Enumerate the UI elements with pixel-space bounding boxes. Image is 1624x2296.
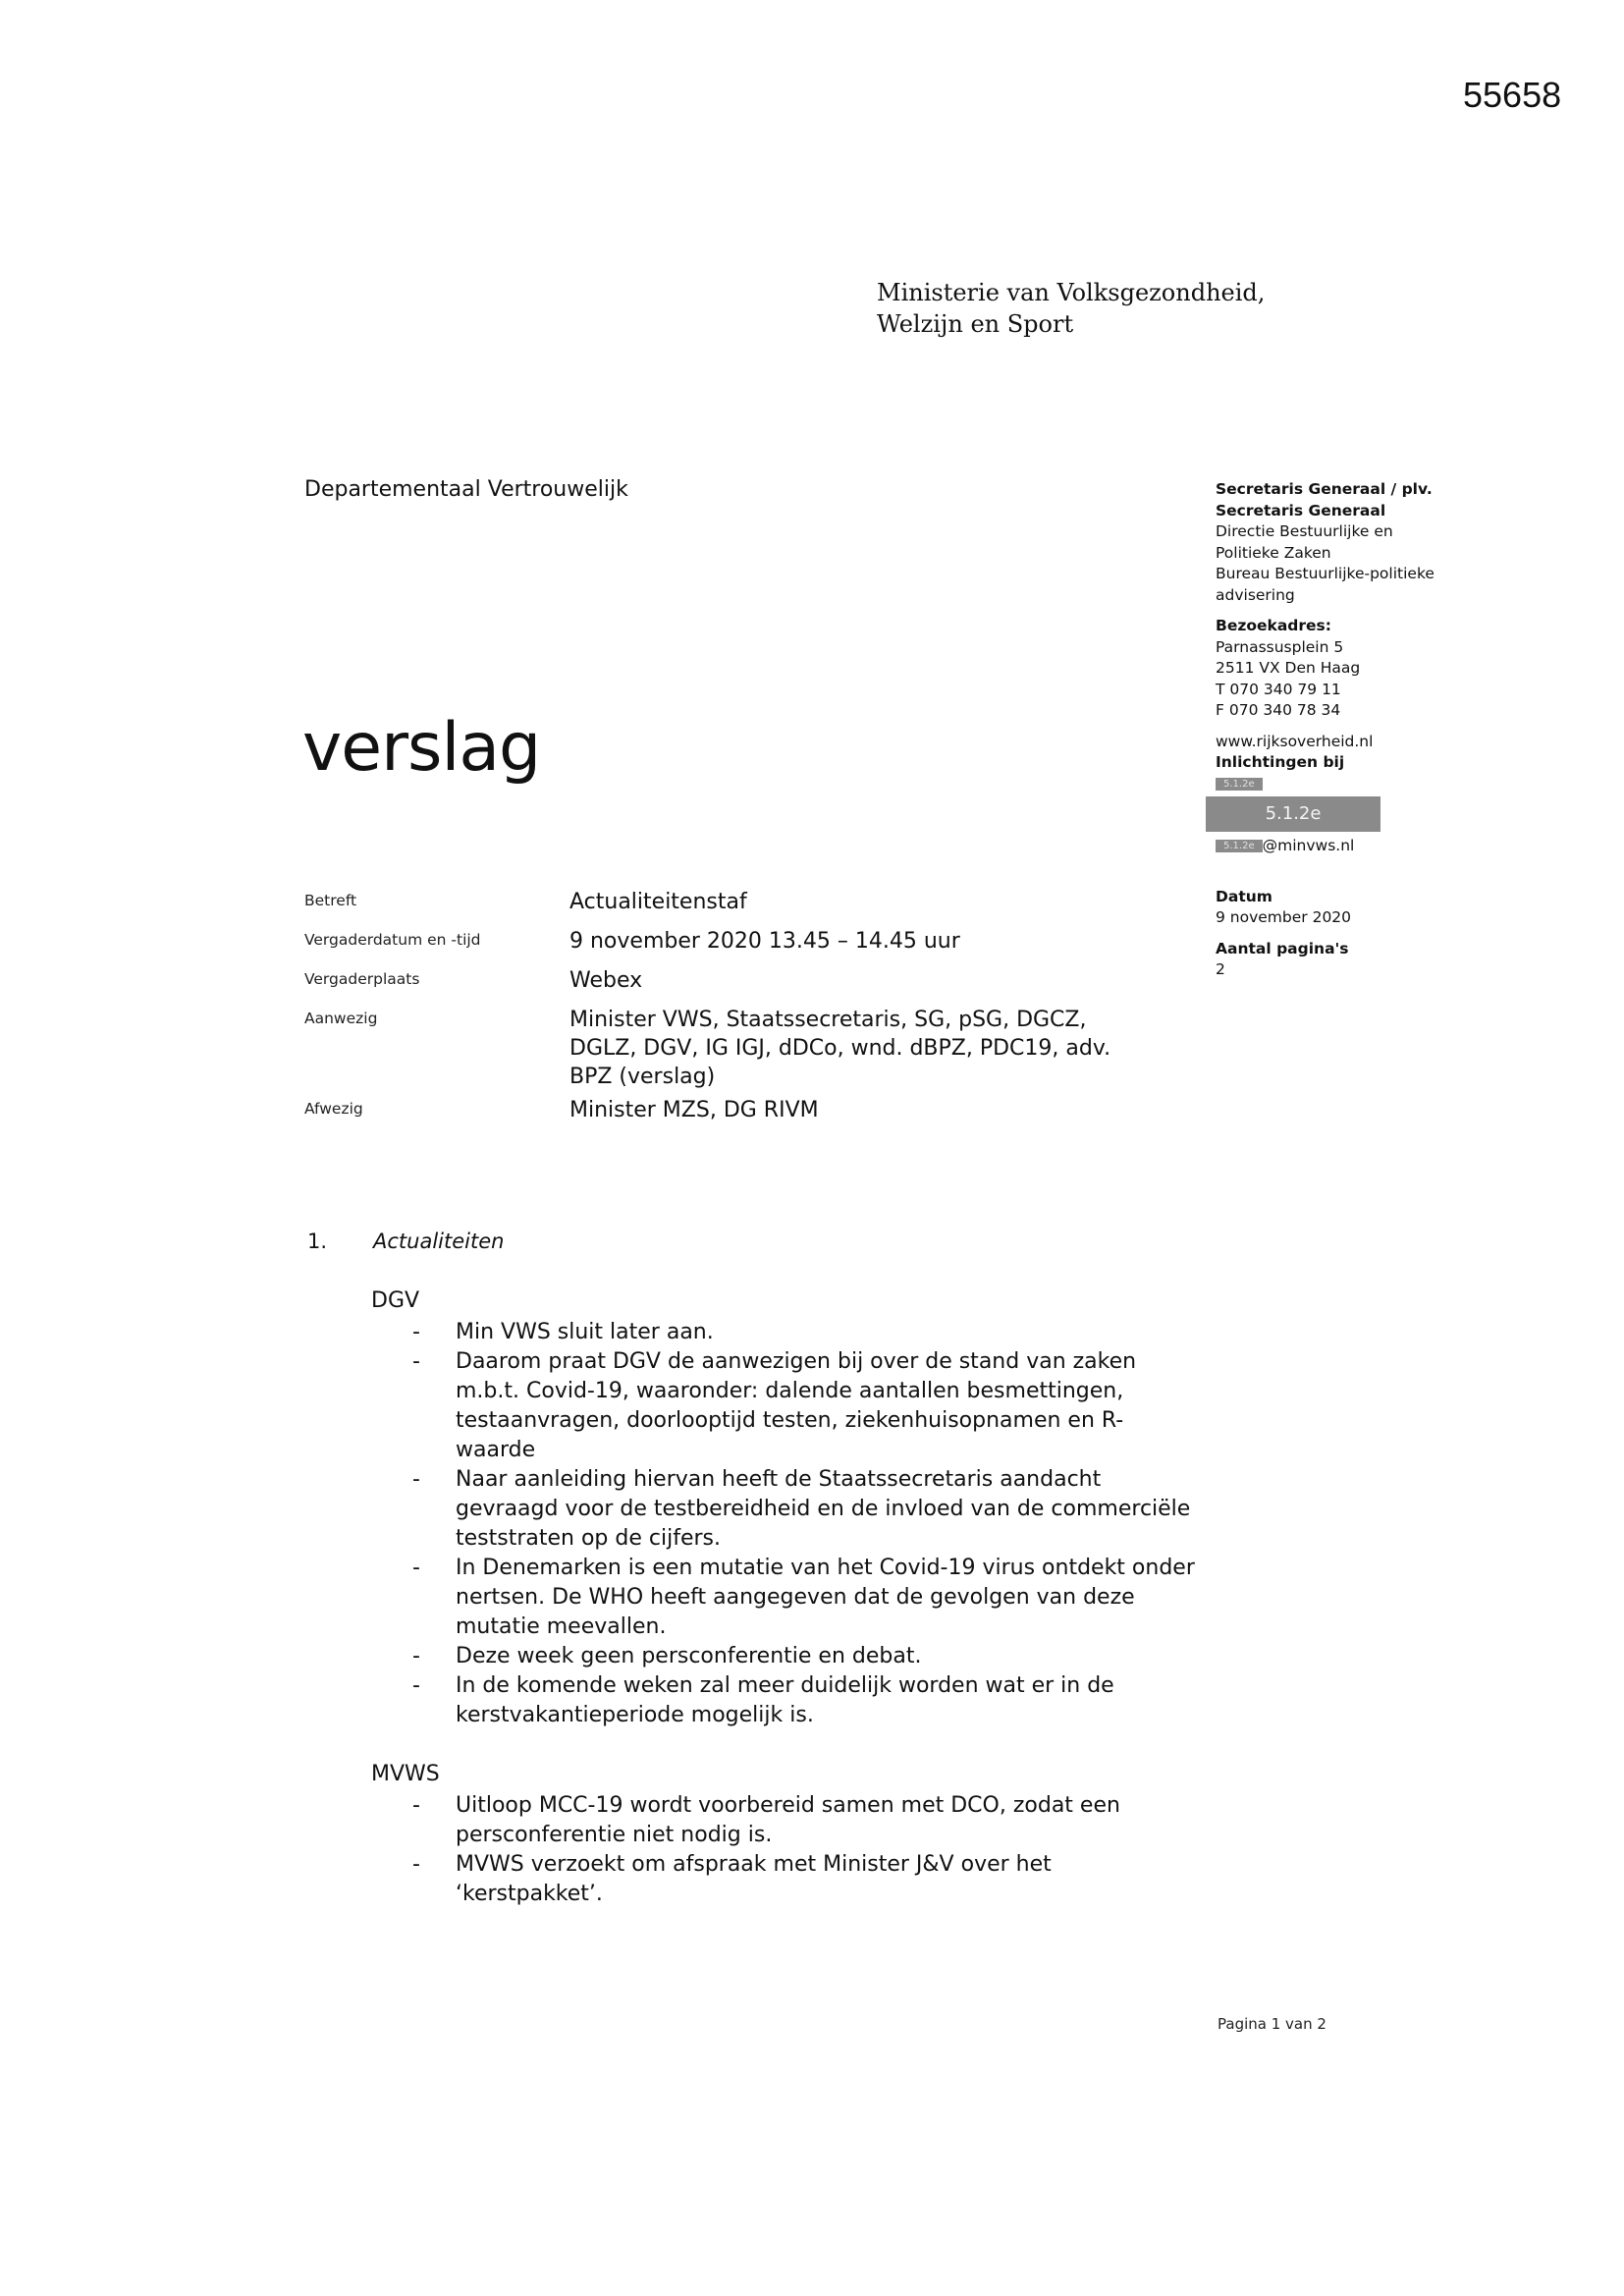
sidebar-dept-line-3: Bureau Bestuurlijke-politieke [1216,565,1435,582]
pages-value: 2 [1216,960,1225,978]
redaction-email: 5.1.2e [1216,840,1263,852]
list-item: - Daarom praat DGV de aanwezigen bij over de stand van zaken m.b.t. Covid-19, waaronder: dalende aantallen besmettingen, testaanvragen, doorlooptijd testen, ziekenhuisopnamen en R-waarde [412,1349,1137,1462]
redaction-large: 5.1.2e [1206,796,1380,832]
redaction-small: 5.1.2e [1216,778,1263,791]
meta-value: 9 november 2020 13.45 – 14.45 uur [569,929,960,954]
ministry-name [877,277,1265,340]
list-item: - Uitloop MCC-19 wordt voorbereid samen met DCO, zodat een persconferentie niet nodig is. [412,1793,1120,1847]
sidebar-org-line-2: Secretaris Generaal [1216,501,1386,519]
meta-label: Vergaderdatum en -tijd [304,931,481,949]
page-number: Pagina 1 van 2 [1218,2015,1326,2033]
visit-street: Parnassusplein 5 [1216,637,1344,656]
fax-number: F 070 340 78 34 [1216,701,1341,719]
ministry-line-1: Ministerie van Volksgezondheid, [877,279,1266,306]
classification-label: Departementaal Vertrouwelijk [304,477,628,502]
list-item: - MVWS verzoekt om afspraak met Minister J&V over het ‘kerstpakket’. [412,1852,1052,1906]
ministry-line-2: Welzijn en Sport [877,310,1074,338]
sidebar-org-line-1: Secretaris Generaal / plv. [1216,480,1433,498]
date-label: Datum [1216,887,1272,905]
section-title: Actualiteiten [373,1230,505,1253]
sidebar-dept-line-4: advisering [1216,585,1295,604]
meta-label: Betreft [304,892,357,909]
date-value: 9 november 2020 [1216,908,1352,926]
visit-address-label: Bezoekadres: [1216,617,1331,634]
sidebar-dept-line-1: Directie Bestuurlijke en [1216,522,1393,540]
visit-city: 2511 VX Den Haag [1216,659,1361,677]
bullet-list-mvws [412,1791,1198,1909]
meta-label: Vergaderplaats [304,970,420,988]
email-suffix: @minvws.nl [1262,837,1355,854]
group-heading-dgv: DGV [371,1288,420,1313]
website-link: www.rijksoverheid.nl [1216,732,1374,750]
list-item: - Naar aanleiding hiervan heeft de Staatssecretaris aandacht gevraagd voor de testbereidheid en de invloed van de commerciële teststraten op de cijfers. [412,1467,1191,1551]
bullet-list-dgv [412,1318,1198,1730]
meta-label: Afwezig [304,1100,363,1118]
document-number: 55658 [1463,75,1562,115]
meta-value: Minister MZS, DG RIVM [569,1098,819,1122]
info-label: Inlichtingen bij [1216,753,1345,771]
meta-label: Aanwezig [304,1010,378,1027]
group-heading-mvws: MVWS [371,1762,440,1786]
list-item: - In Denemarken is een mutatie van het Covid-19 virus ontdekt onder nertsen. De WHO heeft aangegeven dat de gevolgen van deze mutatie meevallen. [412,1556,1195,1639]
list-item: - In de komende weken zal meer duidelijk worden wat er in de kerstvakantieperiode mogelijk is. [412,1673,1114,1727]
pages-label: Aantal pagina's [1216,939,1349,957]
meta-value: Webex [569,968,643,993]
document-type-title: verslag [302,709,541,787]
list-item: - Deze week geen persconferentie en debat. [412,1644,922,1668]
meta-value: Actualiteitenstaf [569,890,747,914]
meta-value: Minister VWS, Staatssecretaris, SG, pSG, DGCZ, DGLZ, DGV, IG IGJ, dDCo, wnd. dBPZ, PDC19, adv. BPZ (verslag) [569,1008,1111,1089]
list-item: - Min VWS sluit later aan. [412,1320,714,1344]
sidebar-dept-line-2: Politieke Zaken [1216,543,1331,562]
sender-sidebar [1216,479,1471,981]
phone-number: T 070 340 79 11 [1216,680,1341,698]
section-number: 1. [307,1230,328,1253]
